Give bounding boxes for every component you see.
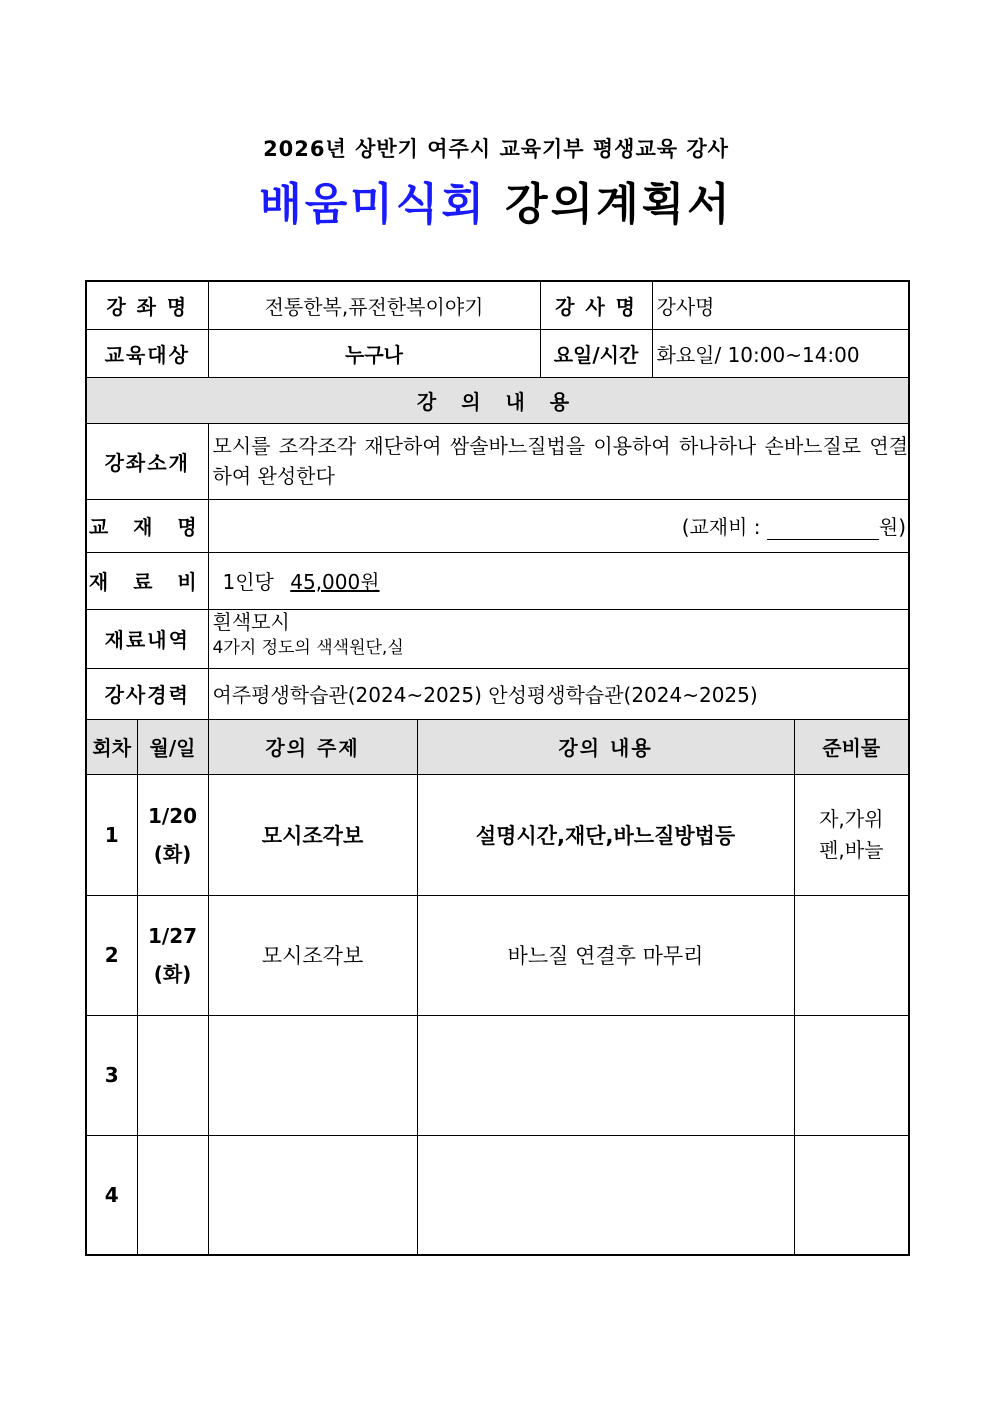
header-supplies: 준비물 [794,719,909,774]
materials-line-1: 흰색모시 [212,609,290,634]
session-date [137,1015,208,1135]
session-content [417,1015,794,1135]
row-materials [86,609,909,668]
header-content: 강의 내용 [417,719,794,774]
row-intro [86,423,909,499]
instructor-label: 강 사 명 [540,281,652,329]
session-topic [208,1135,417,1255]
header-topic: 강의 주제 [208,719,417,774]
instructor-value: 강사명 [652,281,909,329]
schedule-label: 요일/시간 [540,329,652,377]
textbook-fee [208,499,909,552]
career-label: 강사경력 [86,668,208,719]
intro-value: 모시를 조각조각 재단하여 쌈솔바느질법을 이용하여 하나하나 손바느질로 연결하여 완성한다 [208,423,909,499]
textbook-fee-blank [767,519,879,540]
session-no: 3 [86,1015,137,1135]
session-weekday: (화) [153,962,192,986]
session-date [137,774,208,895]
career-value: 여주평생학습관(2024~2025) 안성평생학습관(2024~2025) [208,668,909,719]
section-header: 강 의 내 용 [86,377,909,423]
row-textbook [86,499,909,552]
material-fee-value: 45,000원 [290,570,380,594]
supplies-line-2: 펜,바늘 [819,837,884,862]
textbook-fee-prefix: (교재비 : [681,515,761,539]
session-topic: 모시조각보 [208,895,417,1015]
session-supplies [794,774,909,895]
lecture-plan-table [85,280,910,1256]
session-topic: 모시조각보 [208,774,417,895]
intro-label: 강좌소개 [86,423,208,499]
course-value: 전통한복,퓨전한복이야기 [208,281,540,329]
session-date [137,895,208,1015]
session-date-day: 1/27 [147,924,198,948]
material-fee [208,552,909,609]
session-topic [208,1015,417,1135]
page-title [0,168,992,232]
session-supplies [794,1015,909,1135]
materials-label: 재료내역 [86,609,208,668]
session-content: 설명시간,재단,바느질방법등 [417,774,794,895]
target-value: 누구나 [208,329,540,377]
session-weekday: (화) [153,841,192,866]
materials-list [208,609,909,668]
supplies-line-1: 자,가위 [819,806,884,831]
table-row [86,895,909,1015]
session-no: 4 [86,1135,137,1255]
session-no: 2 [86,895,137,1015]
session-content: 바느질 연결후 마무리 [417,895,794,1015]
materials-line-2: 4가지 정도의 색색원단,실 [212,637,404,658]
session-supplies [794,1135,909,1255]
session-no: 1 [86,774,137,895]
row-career [86,668,909,719]
title-rest: 강의계획서 [505,179,733,230]
target-label: 교육대상 [86,329,208,377]
session-content [417,1135,794,1255]
material-fee-label: 재 료 비 [86,552,208,609]
table-row [86,1015,909,1135]
table-row [86,1135,909,1255]
header-date: 월/일 [137,719,208,774]
material-fee-per: 1인당 [222,570,274,594]
header-session: 회차 [86,719,137,774]
page-subtitle: 2026년 상반기 여주시 교육기부 평생교육 강사 [263,137,729,161]
session-date [137,1135,208,1255]
row-target [86,329,909,377]
schedule-header-row [86,719,909,774]
course-label: 강 좌 명 [86,281,208,329]
textbook-label: 교 재 명 [86,499,208,552]
session-supplies [794,895,909,1015]
row-material-fee [86,552,909,609]
schedule-value: 화요일/ 10:00~14:00 [652,329,909,377]
textbook-fee-suffix: 원) [878,515,907,539]
session-date-day: 1/20 [147,803,198,828]
row-course [86,281,909,329]
title-accent: 배움미식회 [259,179,487,230]
row-section [86,377,909,423]
table-row [86,774,909,895]
